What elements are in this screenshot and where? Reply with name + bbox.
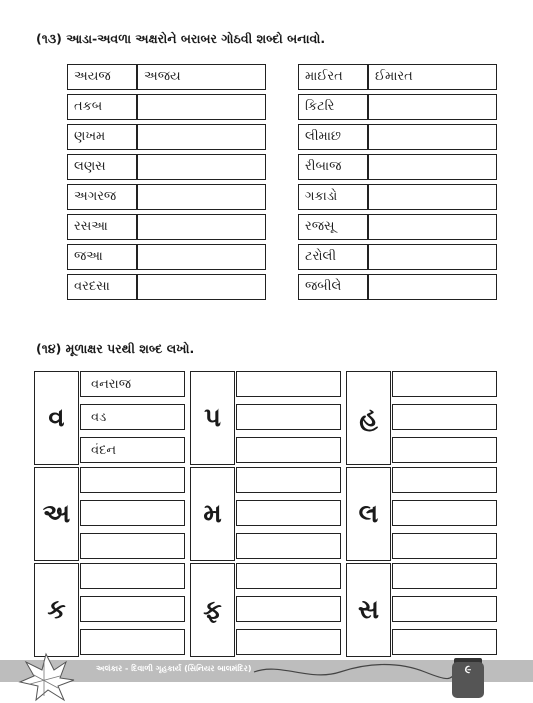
word-box[interactable] — [236, 629, 341, 655]
question-13-title: (૧૩) આડા-અવળા અક્ષરોને બરાબર ગોઠવી શબ્દો બનાવો. — [36, 31, 326, 46]
jumbled-word: અયજ — [67, 64, 137, 90]
table-row — [67, 64, 266, 90]
table-row — [67, 124, 266, 150]
table-row — [67, 154, 266, 180]
table-row — [298, 154, 497, 180]
jumbled-word: તકબ — [67, 94, 137, 120]
word-box[interactable] — [392, 596, 497, 622]
word-box[interactable]: વડ — [80, 404, 185, 430]
jumbled-word: રીબાજ — [298, 154, 368, 180]
letter-block-ka — [34, 563, 187, 657]
letter-block-va — [34, 371, 187, 465]
answer-box[interactable] — [137, 94, 266, 120]
word-box[interactable] — [80, 533, 185, 559]
word-box[interactable] — [236, 371, 341, 397]
letter-cell: લ — [346, 467, 391, 561]
table-row — [67, 214, 266, 240]
letter-block-pha — [190, 563, 343, 657]
letter-block-sa — [346, 563, 499, 657]
word-box[interactable] — [236, 563, 341, 589]
jumbled-words-table-right — [298, 60, 497, 304]
answer-box[interactable] — [368, 244, 497, 270]
word-box[interactable] — [392, 437, 497, 463]
jumbled-word: ટરોલી — [298, 244, 368, 270]
letter-cell: ક — [34, 563, 79, 657]
jumbled-words-table-left — [67, 60, 266, 304]
answer-box[interactable] — [368, 124, 497, 150]
letter-block-pa — [190, 371, 343, 465]
answer-box[interactable] — [368, 184, 497, 210]
jumbled-word: વરદસા — [67, 274, 137, 300]
word-box[interactable] — [236, 533, 341, 559]
word-box[interactable] — [236, 437, 341, 463]
letter-block-a — [34, 467, 187, 561]
word-box[interactable] — [392, 500, 497, 526]
jumbled-word: જઆ — [67, 244, 137, 270]
word-box[interactable] — [392, 467, 497, 493]
letter-cell: હ — [346, 371, 391, 465]
word-box[interactable] — [80, 500, 185, 526]
word-box[interactable] — [236, 500, 341, 526]
word-box[interactable]: વંદન — [80, 437, 185, 463]
question-14-title: (૧૪) મૂળાક્ષર પરથી શબ્દ લખો. — [36, 341, 195, 356]
letter-cell: વ — [34, 371, 79, 465]
jumbled-word: જબીલે — [298, 274, 368, 300]
word-box[interactable] — [392, 533, 497, 559]
table-row — [298, 274, 497, 300]
answer-box[interactable] — [368, 94, 497, 120]
answer-box[interactable] — [137, 244, 266, 270]
word-box[interactable] — [236, 404, 341, 430]
letter-block-ha — [346, 371, 499, 465]
word-box[interactable] — [392, 629, 497, 655]
jumbled-word: અગરજ — [67, 184, 137, 210]
word-box[interactable] — [392, 371, 497, 397]
table-row — [298, 94, 497, 120]
letter-cell: ફ — [190, 563, 235, 657]
jumbled-word: માઈરત — [298, 64, 368, 90]
jumbled-word: ગકાડો — [298, 184, 368, 210]
word-box[interactable] — [392, 404, 497, 430]
table-row — [67, 274, 266, 300]
letter-cell: પ — [190, 371, 235, 465]
word-box[interactable] — [80, 467, 185, 493]
letter-cell: અ — [34, 467, 79, 561]
word-box[interactable] — [80, 563, 185, 589]
letter-block-ma — [190, 467, 343, 561]
table-row — [67, 244, 266, 270]
table-row — [67, 184, 266, 210]
letter-cell: સ — [346, 563, 391, 657]
decorative-wire-line — [250, 658, 460, 684]
page-number: ૯ — [464, 663, 472, 676]
answer-box[interactable] — [137, 154, 266, 180]
answer-box[interactable] — [137, 214, 266, 240]
footer-title: અલંકાર - દિવાળી ગૃહકાર્ય (સિનિયર બાલમંદિર) — [96, 664, 252, 673]
table-row — [298, 64, 497, 90]
word-box[interactable] — [80, 629, 185, 655]
word-box[interactable] — [80, 596, 185, 622]
answer-box[interactable] — [368, 154, 497, 180]
answer-box[interactable] — [137, 124, 266, 150]
letter-cell: મ — [190, 467, 235, 561]
table-row — [298, 214, 497, 240]
table-row — [298, 124, 497, 150]
table-row — [298, 244, 497, 270]
answer-box[interactable] — [368, 274, 497, 300]
word-box[interactable]: વનરાજ — [80, 371, 185, 397]
jumbled-word: રજસૂ — [298, 214, 368, 240]
word-box[interactable] — [236, 467, 341, 493]
jumbled-word: રસઆ — [67, 214, 137, 240]
answer-box[interactable]: ઈમારત — [368, 64, 497, 90]
jumbled-word: લીમાછ — [298, 124, 368, 150]
answer-box[interactable] — [137, 184, 266, 210]
letter-block-la — [346, 467, 499, 561]
word-box[interactable] — [392, 563, 497, 589]
jumbled-word: કિટરિ — [298, 94, 368, 120]
table-row — [298, 184, 497, 210]
table-row — [67, 94, 266, 120]
answer-box[interactable]: અજય — [137, 64, 266, 90]
decorative-leaf-icon — [14, 652, 78, 702]
jumbled-word: લણસ — [67, 154, 137, 180]
jumbled-word: ણખમ — [67, 124, 137, 150]
answer-box[interactable] — [368, 214, 497, 240]
answer-box[interactable] — [137, 274, 266, 300]
word-box[interactable] — [236, 596, 341, 622]
